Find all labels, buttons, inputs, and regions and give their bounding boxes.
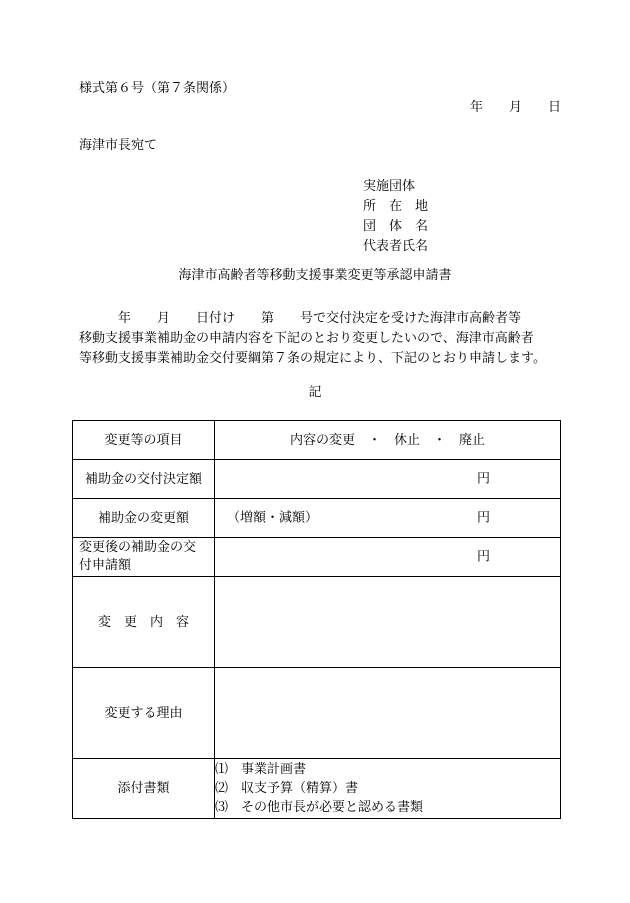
- applicant-organization-label: 実施団体: [363, 179, 416, 194]
- table-row: [73, 577, 561, 668]
- change-amount-field[interactable]: [215, 499, 561, 538]
- attachments-label: 添付書類: [73, 759, 215, 819]
- body-line-3: 等移動支援事業補助金交付要綱第７条の規定により、下記のとおり申請します。: [79, 351, 546, 366]
- increase-decrease-note: （増額・減額）: [227, 510, 319, 526]
- attachment-item-1: ⑴ 事業計画書: [215, 762, 307, 777]
- attachment-item-3: ⑶ その他市長が必要と認める書類: [215, 800, 424, 815]
- yen-unit: 円: [476, 471, 490, 487]
- change-item-label: 変更等の項目: [73, 421, 215, 460]
- applicant-block: [363, 177, 428, 257]
- change-item-options[interactable]: 内容の変更 ・ 休止 ・ 廃止: [215, 421, 561, 460]
- change-content-field[interactable]: [215, 577, 561, 668]
- change-content-label: 変 更 内 容: [73, 577, 215, 668]
- applicant-address-label: 所 在 地: [363, 199, 429, 214]
- table-row: [73, 421, 561, 460]
- addressee: 海津市長宛て: [79, 138, 158, 153]
- applicant-representative-label: 代表者氏名: [363, 239, 429, 254]
- application-table: [72, 420, 561, 819]
- ki-heading: 記: [308, 385, 322, 400]
- decided-amount-label: 補助金の交付決定額: [73, 460, 215, 499]
- yen-unit: 円: [476, 549, 490, 565]
- form-number: 様式第６号（第７条関係）: [79, 81, 236, 96]
- table-row: [73, 460, 561, 499]
- decided-amount-field[interactable]: [215, 460, 561, 499]
- change-reason-field[interactable]: [215, 668, 561, 759]
- revised-amount-label: [73, 538, 215, 577]
- change-reason-label: 変更する理由: [73, 668, 215, 759]
- table-row: [73, 538, 561, 577]
- attachment-item-2: ⑵ 収支予算（精算）書: [215, 781, 359, 796]
- revised-amount-label-line-1: 変更後の補助金の交: [79, 540, 197, 555]
- date-line: 年 月 日: [470, 100, 562, 115]
- body-text: [79, 309, 554, 369]
- body-line-1: 年 月 日付け 第 号で交付決定を受けた海津市高齢者等: [79, 311, 522, 326]
- change-amount-label: 補助金の変更額: [73, 499, 215, 538]
- table-row: [73, 499, 561, 538]
- revised-amount-label-line-2: 付申請額: [79, 558, 132, 573]
- table-row: [73, 668, 561, 759]
- revised-amount-field[interactable]: [215, 538, 561, 577]
- yen-unit: 円: [476, 510, 490, 526]
- table-row: [73, 759, 561, 819]
- document-title: 海津市高齢者等移動支援事業変更等承認申請書: [178, 268, 452, 283]
- body-line-2: 移動支援事業補助金の申請内容を下記のとおり変更したいので、海津市高齢者: [79, 331, 534, 346]
- applicant-group-name-label: 団 体 名: [363, 219, 429, 234]
- attachments-list: [215, 759, 561, 819]
